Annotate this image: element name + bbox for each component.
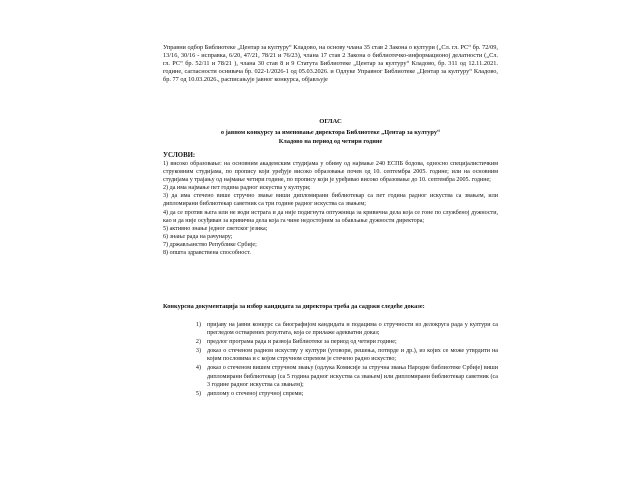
document-item-text: пријаву на јавни конкурс са биографијом кандидата и подацима о стручности из делокруга рада у култури са прегледом остварених резултата, која се прилаже адекватни доказ; (207, 322, 498, 337)
documents-list (163, 321, 498, 399)
document-item-number: 4) (195, 365, 201, 372)
condition-item: 5) активно знање једног светског језика; (163, 225, 268, 232)
condition-item: 2) да има најмање пет година радног искуства у култури; (163, 185, 311, 192)
document-item-number: 1) (195, 322, 201, 328)
condition-item: 7) држављанство Републике Србије; (163, 241, 257, 248)
document-subtitle (163, 128, 498, 146)
conditions-heading: УСЛОВИ: (163, 152, 196, 159)
document-title: ОГЛАС (319, 118, 342, 125)
subtitle-line-2: Кладово на период од четири године (278, 138, 383, 145)
document-item-text: доказ о стеченом радном искуству у култури (уговори, решења, потврде и др.), из којих се може утврдити на којим пословима и с којом стручном спремом је стечено радно искуство; (207, 348, 498, 363)
document-item-text: предлог програма рада и развоја Библиотеке за период од четири године; (207, 339, 397, 346)
document-item-text: диплому о стеченој стручној спреми; (207, 390, 304, 397)
document-item (163, 321, 498, 337)
intro-paragraph: Управни одбор Библиотеке „Центар за културу“ Кладово, на основу члана 35 став 2 Закона о култури („Сл. гл. РС“ бр. 72/09, 13/16, 30/16 - исправка, 6/20, 47/21, 78/21 и 76/23), члана 17 став 2 Закона о библиотечко-информационој делатности („Сл. гл. РС“ бр. 52/11 и 78/21 ), члана 30 став 8 и 9 Статута Библиотеке „Центар за културу“ Кладово, бр. 311 од 12.11.2021. године, сагласности оснивача бр. 022-1/2026-1 од 05.03.2026. и Одлуке Управног Библиотеке „Центар за културу“ Кладово, бр. 77 од 10.03.2026., расписањује јавног конкурса, објављује (163, 44, 498, 84)
condition-item: 4) да се против њега или не води истрага и да није подигнута оптужница за кривична дела која се гоне по службеној дужности, као и да није осуђиван за кривична дела која га чине недостојним за обављање дужности директора; (163, 209, 498, 224)
subtitle-line-1: о јавном конкурсу за именовање директора Библиотеке „Центар за културу“ (220, 129, 441, 136)
condition-item: 8) општа здравствена способност. (163, 250, 251, 257)
document-item-number: 3) (195, 348, 201, 355)
document-item-text: доказ о стеченом вишем стручном звању (одлука Комисије за стручна звања Народне библиотеке Србије) виши дипломирани библиотекар (са 5 година радног искуства са звањем) или дипломирани библиотекар саветник (са 3 године радног искуства са звањем); (207, 365, 498, 388)
condition-item: 1) високо образовање: на основним академским студијама у обиму од најмање 240 ЕСПБ бодова, односно специјалистичким струковним студијама, по пропису који уређује високо образовање почев од 10. септембра 2005. године; или на основним студијама у трајању од најмање четири године, по пропису који је уређивао високо образовање до 10. септембра 2005. године; (163, 161, 498, 184)
document-item-number: 5) (195, 390, 201, 397)
documents-heading: Конкурсна документација за избор кандидата за директора треба да садржи следеће доказе: (163, 303, 425, 310)
conditions-list (163, 160, 498, 257)
document-item (163, 390, 498, 398)
document-item (163, 338, 498, 346)
condition-item: 3) да има стечено више стручно звање виши дипломирани библиотекар са пет година радног искуства са звањем, или дипломирани библиотекар саветник са три године радног искуства са звањем; (163, 193, 498, 208)
document-item-number: 2) (195, 339, 201, 346)
document-item (163, 347, 498, 363)
document-item (163, 364, 498, 388)
condition-item: 6) знање рада на рачунару; (163, 233, 233, 240)
